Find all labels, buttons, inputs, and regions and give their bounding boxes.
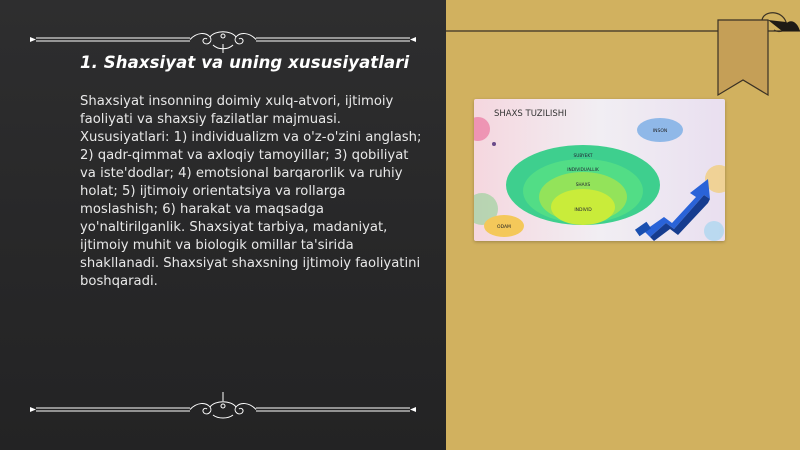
bookmark-ribbon-icon bbox=[446, 0, 800, 110]
diagram-title: SHAXS TUZILISHI bbox=[494, 109, 567, 119]
bottom-flourish-divider-icon bbox=[0, 390, 446, 420]
slide-title: 1. Shaxsiyat va uning xususiyatlari bbox=[80, 53, 410, 72]
label-inson: INSON bbox=[652, 129, 668, 134]
label-shaxs: SHAXS bbox=[575, 183, 591, 188]
label-individuallik: INDIVIDUALLIK bbox=[567, 168, 599, 173]
label-odam: ODAM bbox=[497, 225, 511, 230]
label-individ: INDIVID bbox=[574, 208, 592, 213]
personality-structure-diagram bbox=[474, 99, 725, 241]
slide-body-text: Shaxsiyat insonning doimiy xulq-atvori, ijtimoiy faoliyati va shaxsiy fazilatlar majmuasi. Xususiyatlari: 1) individualizm va o'z-o'zini anglash; 2) qadr-qimmat va axloqiy tamoyillar; 3) qobiliyat va iste'dodlar; 4) emotsional barqarorlik va ruhiy holat; 5) ijtimoiy orientatsiya va rollarga moslashish; 6) harakat va maqsadga yo'naltirilganlik. Shaxsiyat tarbiya, madaniyat, ijtimoiy muhit va biologik omillar ta'sirida shakllanadi. Shaxsiyat shaxsning ijtimoiy faoliyatini boshqaradi. bbox=[80, 94, 422, 289]
top-flourish-divider-icon bbox=[0, 26, 446, 56]
label-subyekt: SUBYEKT bbox=[573, 154, 593, 159]
